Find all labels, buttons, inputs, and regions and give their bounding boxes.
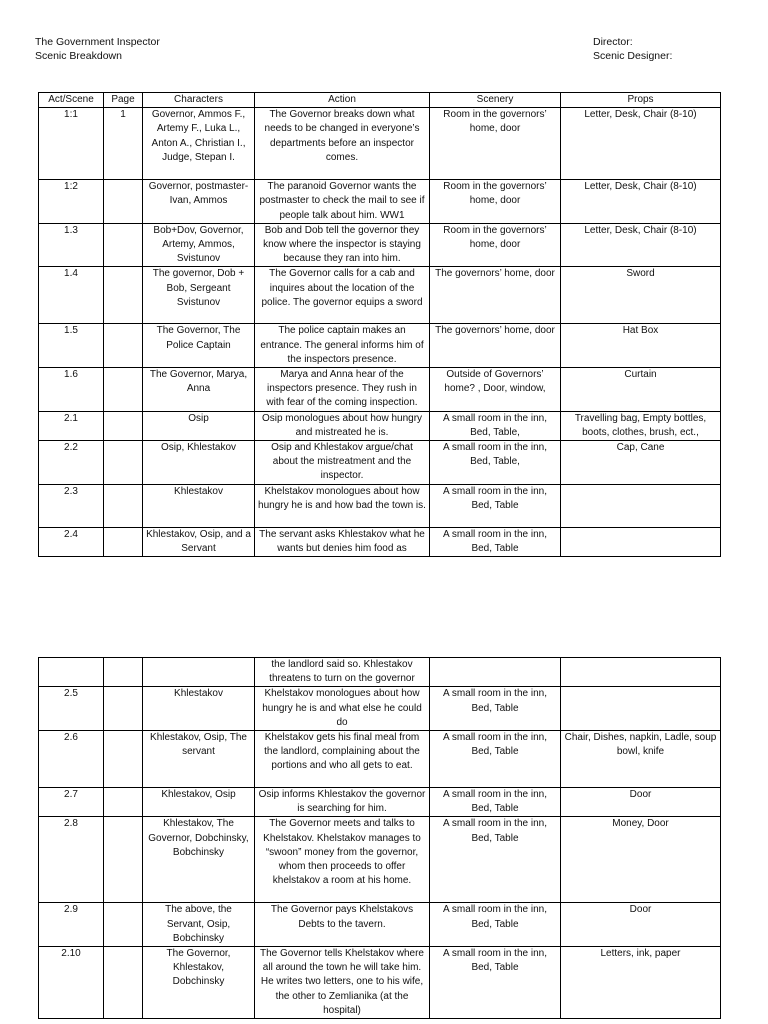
document-title: The Government Inspector	[35, 36, 160, 48]
column-header-act-scene: Act/Scene	[39, 93, 104, 108]
cell-action: The Governor breaks down what needs to be changed in everyone’s departments before an inspector comes.	[255, 108, 430, 180]
cell-action: Osip and Khlestakov argue/chat about the mistreatment and the inspector.	[255, 441, 430, 485]
cell-page	[104, 788, 143, 817]
cell-characters: The Governor, Khlestakov, Dobchinsky	[143, 947, 255, 1019]
cell-characters: Osip	[143, 411, 255, 440]
cell-props: Hat Box	[561, 324, 721, 368]
cell-action: Marya and Anna hear of the inspectors presence. They rush in with fear of the coming inspection.	[255, 368, 430, 412]
table-row	[39, 223, 721, 267]
table-row	[39, 180, 721, 224]
cell-page	[104, 817, 143, 903]
cell-page	[104, 658, 143, 687]
cell-props	[561, 527, 721, 556]
cell-action: Khelstakov monologues about how hungry he is and how bad the town is.	[255, 484, 430, 527]
cell-scenery: A small room in the inn, Bed, Table	[430, 947, 561, 1019]
cell-props	[561, 658, 721, 687]
cell-page	[104, 731, 143, 788]
cell-action: The Governor pays Khelstakovs Debts to the tavern.	[255, 903, 430, 947]
cell-action: Osip monologues about how hungry and mistreated he is.	[255, 411, 430, 440]
column-header-characters: Characters	[143, 93, 255, 108]
cell-act-scene: 2.5	[39, 687, 104, 731]
cell-act-scene: 2.3	[39, 484, 104, 527]
cell-act-scene: 1.5	[39, 324, 104, 368]
cell-page	[104, 947, 143, 1019]
cell-scenery: Room in the governors’ home, door	[430, 108, 561, 180]
cell-page	[104, 527, 143, 556]
cell-page	[104, 903, 143, 947]
column-header-action: Action	[255, 93, 430, 108]
cell-scenery: A small room in the inn, Bed, Table	[430, 731, 561, 788]
cell-props: Letters, ink, paper	[561, 947, 721, 1019]
cell-scenery: A small room in the inn, Bed, Table	[430, 788, 561, 817]
cell-props: Travelling bag, Empty bottles, boots, clothes, brush, ect.,	[561, 411, 721, 440]
cell-characters: The above, the Servant, Osip, Bobchinsky	[143, 903, 255, 947]
cell-props: Letter, Desk, Chair (8-10)	[561, 180, 721, 224]
cell-act-scene: 2.10	[39, 947, 104, 1019]
table-row	[39, 484, 721, 527]
cell-act-scene: 2.8	[39, 817, 104, 903]
table-row	[39, 411, 721, 440]
cell-characters: Khlestakov, Osip	[143, 788, 255, 817]
cell-props	[561, 687, 721, 731]
table-row	[39, 441, 721, 485]
cell-scenery: Room in the governors’ home, door	[430, 180, 561, 224]
column-header-scenery: Scenery	[430, 93, 561, 108]
cell-scenery: A small room in the inn, Bed, Table,	[430, 411, 561, 440]
table-row	[39, 947, 721, 1019]
cell-props: Letter, Desk, Chair (8-10)	[561, 223, 721, 267]
cell-scenery: A small room in the inn, Bed, Table	[430, 817, 561, 903]
table-row	[39, 658, 721, 687]
table-row	[39, 687, 721, 731]
cell-characters: Osip, Khlestakov	[143, 441, 255, 485]
cell-action: The Governor tells Khelstakov where all around the town he will take him. He writes two letters, one to his wife, the other to Zemlianika (at the hospital)	[255, 947, 430, 1019]
cell-act-scene: 1:2	[39, 180, 104, 224]
scenic-breakdown-table-page-2	[38, 657, 721, 1019]
cell-scenery: Outside of Governors’ home? , Door, window,	[430, 368, 561, 412]
scenic-breakdown-table-page-1	[38, 92, 721, 557]
table-body	[39, 658, 721, 1019]
cell-page	[104, 411, 143, 440]
cell-action: Khelstakov gets his final meal from the landlord, complaining about the portions and who all gets to eat.	[255, 731, 430, 788]
cell-act-scene: 1.6	[39, 368, 104, 412]
cell-page	[104, 324, 143, 368]
cell-page	[104, 687, 143, 731]
table-header-row	[39, 93, 721, 108]
cell-act-scene: 1.4	[39, 267, 104, 324]
table-row	[39, 817, 721, 903]
cell-props: Letter, Desk, Chair (8-10)	[561, 108, 721, 180]
cell-action: Osip informs Khlestakov the governor is searching for him.	[255, 788, 430, 817]
cell-scenery: A small room in the inn, Bed, Table	[430, 484, 561, 527]
document-header-left	[35, 35, 160, 63]
cell-characters: Governor, Ammos F., Artemy F., Luka L., Anton A., Christian I., Judge, Stepan I.	[143, 108, 255, 180]
director-label: Director:	[593, 36, 633, 48]
cell-act-scene: 1:1	[39, 108, 104, 180]
cell-characters: Governor, postmaster-Ivan, Ammos	[143, 180, 255, 224]
cell-characters: Bob+Dov, Governor, Artemy, Ammos, Svistunov	[143, 223, 255, 267]
cell-act-scene: 2.9	[39, 903, 104, 947]
cell-scenery	[430, 658, 561, 687]
table-body	[39, 108, 721, 557]
cell-action: Bob and Dob tell the governor they know where the inspector is staying because they ran into him.	[255, 223, 430, 267]
cell-act-scene: 2.1	[39, 411, 104, 440]
table-row	[39, 731, 721, 788]
cell-scenery: The governors’ home, door	[430, 324, 561, 368]
cell-page	[104, 267, 143, 324]
cell-props: Sword	[561, 267, 721, 324]
cell-action: Khelstakov monologues about how hungry he is and what else he could do	[255, 687, 430, 731]
cell-props: Money, Door	[561, 817, 721, 903]
cell-characters: Khlestakov	[143, 687, 255, 731]
cell-page	[104, 180, 143, 224]
cell-characters: Khlestakov, Osip, The servant	[143, 731, 255, 788]
cell-action: The servant asks Khlestakov what he wants but denies him food as	[255, 527, 430, 556]
cell-act-scene: 2.4	[39, 527, 104, 556]
cell-action: the landlord said so. Khlestakov threatens to turn on the governor	[255, 658, 430, 687]
cell-action: The paranoid Governor wants the postmaster to check the mail to see if people talk about him. WW1	[255, 180, 430, 224]
table-row	[39, 903, 721, 947]
document-header-right	[593, 35, 672, 63]
table-row	[39, 108, 721, 180]
table-row	[39, 324, 721, 368]
cell-scenery: A small room in the inn, Bed, Table	[430, 687, 561, 731]
column-header-page: Page	[104, 93, 143, 108]
cell-characters: Khlestakov, The Governor, Dobchinsky, Bobchinsky	[143, 817, 255, 903]
cell-scenery: A small room in the inn, Bed, Table,	[430, 441, 561, 485]
cell-act-scene: 2.2	[39, 441, 104, 485]
cell-props: Door	[561, 788, 721, 817]
cell-page	[104, 223, 143, 267]
cell-props: Curtain	[561, 368, 721, 412]
table-row	[39, 788, 721, 817]
document-subtitle: Scenic Breakdown	[35, 50, 122, 62]
cell-action: The Governor calls for a cab and inquires about the location of the police. The governor equips a sword	[255, 267, 430, 324]
cell-characters: Khlestakov	[143, 484, 255, 527]
cell-characters: The governor, Dob + Bob, Sergeant Svistunov	[143, 267, 255, 324]
cell-page	[104, 441, 143, 485]
cell-action: The Governor meets and talks to Khelstakov. Khelstakov manages to “swoon” money from the governor, whom then proceeds to offer khelstakov a room at his home.	[255, 817, 430, 903]
cell-characters: The Governor, The Police Captain	[143, 324, 255, 368]
cell-scenery: The governors’ home, door	[430, 267, 561, 324]
table-row	[39, 368, 721, 412]
cell-page	[104, 484, 143, 527]
cell-page: 1	[104, 108, 143, 180]
cell-action: The police captain makes an entrance. The general informs him of the inspectors presence.	[255, 324, 430, 368]
cell-act-scene: 2.6	[39, 731, 104, 788]
cell-characters	[143, 658, 255, 687]
column-header-props: Props	[561, 93, 721, 108]
table-row	[39, 527, 721, 556]
cell-scenery: Room in the governors’ home, door	[430, 223, 561, 267]
cell-characters: The Governor, Marya, Anna	[143, 368, 255, 412]
table-row	[39, 267, 721, 324]
cell-scenery: A small room in the inn, Bed, Table	[430, 527, 561, 556]
cell-act-scene: 2.7	[39, 788, 104, 817]
cell-props: Door	[561, 903, 721, 947]
cell-props	[561, 484, 721, 527]
cell-act-scene	[39, 658, 104, 687]
cell-props: Cap, Cane	[561, 441, 721, 485]
cell-page	[104, 368, 143, 412]
scenic-designer-label: Scenic Designer:	[593, 50, 673, 62]
cell-props: Chair, Dishes, napkin, Ladle, soup bowl, knife	[561, 731, 721, 788]
cell-scenery: A small room in the inn, Bed, Table	[430, 903, 561, 947]
cell-characters: Khlestakov, Osip, and a Servant	[143, 527, 255, 556]
cell-act-scene: 1.3	[39, 223, 104, 267]
